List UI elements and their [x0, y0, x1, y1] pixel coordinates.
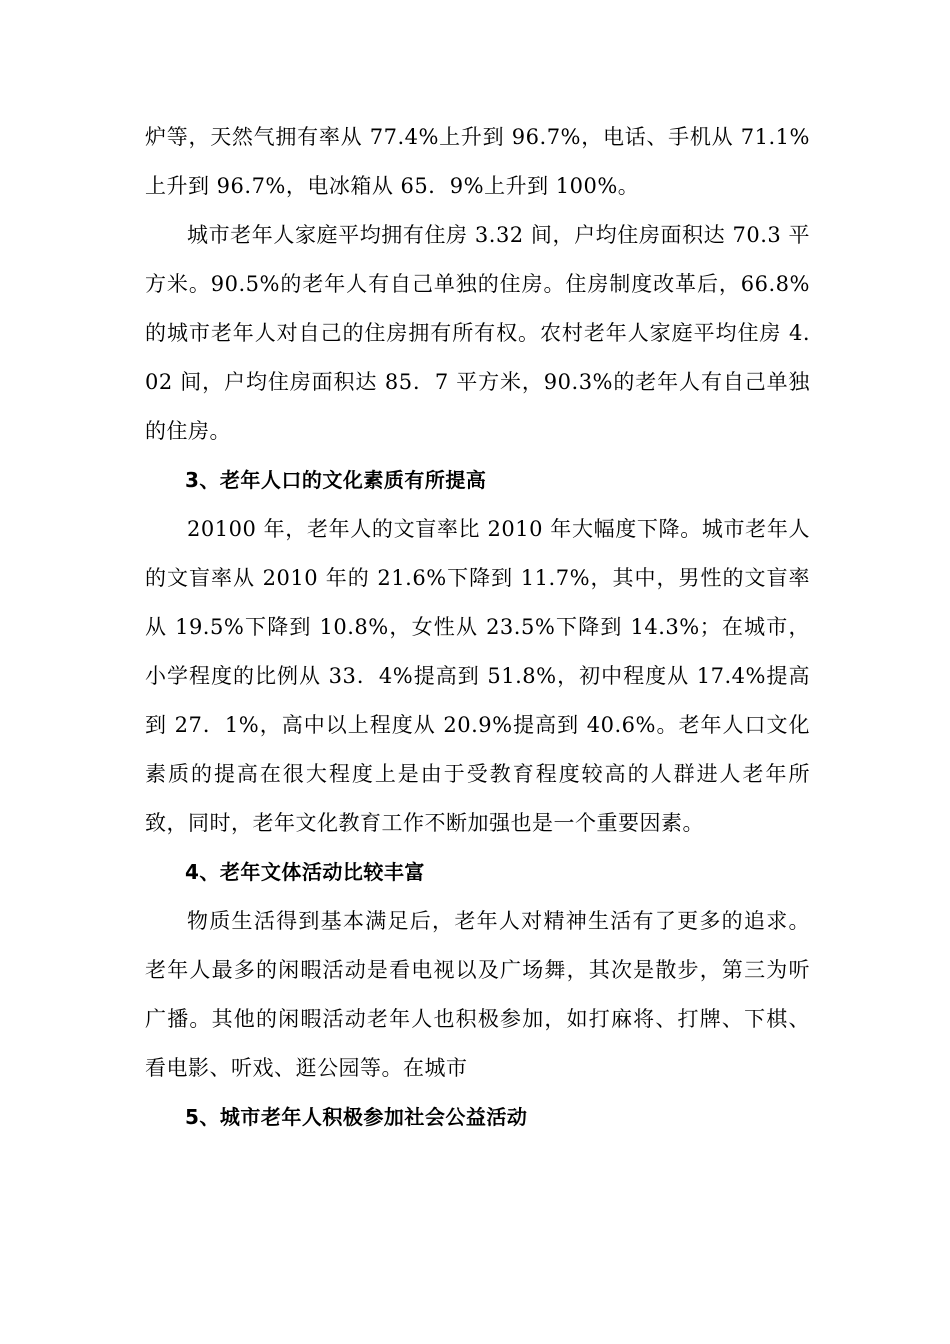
section-heading-public-welfare: 5、城市老年人积极参加社会公益活动 [185, 1105, 528, 1129]
section-heading-leisure: 4、老年文体活动比较丰富 [185, 860, 425, 884]
paragraph-housing: 城市老年人家庭平均拥有住房 3.32 间，户均住房面积达 70.3 平方米。90.5%的老年人有自己单独的住房。住房制度改革后，66.8%的城市老年人对自己的住房拥有所有权。农村老年人家庭平均住房 4.02 间，户均住房面积达 85．7 平方米，90.3%的老年人有自己单独的住房。 [145, 223, 810, 443]
section-heading-education: 3、老年人口的文化素质有所提高 [185, 468, 487, 492]
paragraph-leisure: 物质生活得到基本满足后，老年人对精神生活有了更多的追求。老年人最多的闲暇活动是看电视以及广场舞，其次是散步，第三为听广播。其他的闲暇活动老年人也积极参加，如打麻将、打牌、下棋、看电影、听戏、逛公园等。在城市 [145, 909, 810, 1080]
document-page [145, 113, 810, 1142]
paragraph-education: 20100 年，老年人的文盲率比 2010 年大幅度下降。城市老年人的文盲率从 2010 年的 21.6%下降到 11.7%，其中，男性的文盲率从 19.5%下降到 10.8%，女性从 23.5%下降到 14.3%；在城市，小学程度的比例从 33．4%提高到 51.8%，初中程度从 17.4%提高到 27．1%，高中以上程度从 20.9%提高到 40.6%。老年人口文化素质的提高在很大程度上是由于受教育程度较高的人群进人老年所致，同时，老年文化教育工作不断加强也是一个重要因素。 [145, 517, 810, 835]
paragraph-appliance-ownership: 炉等，天然气拥有率从 77.4%上升到 96.7%，电话、手机从 71.1%上升到 96.7%，电冰箱从 65．9%上升到 100%。 [145, 125, 810, 198]
